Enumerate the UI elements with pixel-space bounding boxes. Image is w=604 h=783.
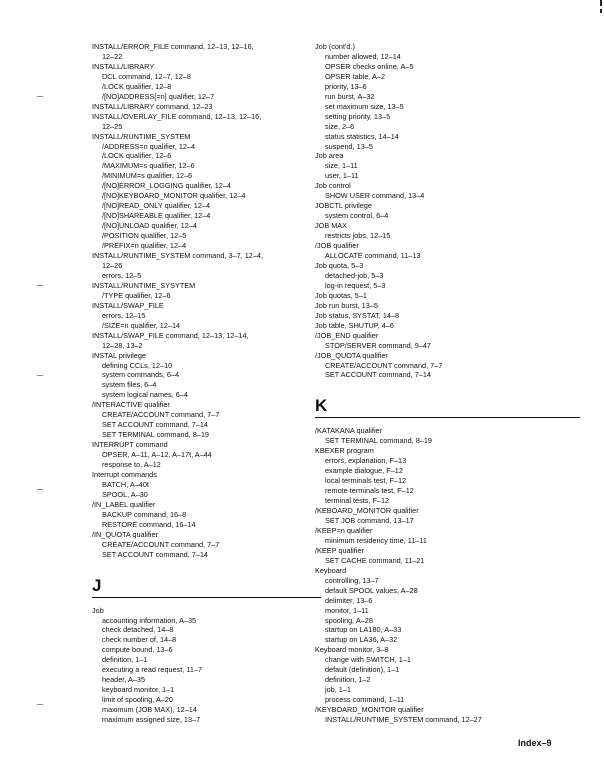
index-entry: /KEEP qualifier [315, 545, 364, 555]
index-entry: /KEBOARD_MONITOR qualifier [315, 506, 419, 516]
scan-mark [37, 489, 43, 490]
index-subentry: maximum (JOB MAX), 12–14 [102, 705, 197, 715]
index-subentry: /[NO]ADDRESS[=n] qualifier, 12–7 [102, 91, 215, 101]
index-entry: INSTALL/SWAP_FILE command, 12–13, 12–14, [92, 330, 249, 340]
index-entry: Interrupt commands [92, 469, 157, 479]
scan-mark [600, 0, 602, 6]
index-subentry: default SPOOL values, A–28 [325, 585, 418, 595]
index-entry: INSTALL/SWAP_FILE [92, 300, 164, 310]
index-subentry: CREATE/ACCOUNT command, 7–7 [102, 410, 220, 420]
index-subentry: CREATE/ACCOUNT command, 7–7 [102, 539, 220, 549]
index-subentry: /PREFIX=n qualifier, 12–4 [102, 241, 187, 251]
index-subentry: system control, 6–4 [325, 211, 389, 221]
index-subentry: defining CCLs, 12–10 [102, 360, 173, 370]
index-entry: INTERRUPT command [92, 440, 168, 450]
index-entry: /INTERACTIVE qualifier [92, 400, 170, 410]
index-subentry: local terminals test, F–12 [325, 476, 407, 486]
index-subentry: SET ACCOUNT command, 7–14 [102, 420, 208, 430]
index-subentry: system commands, 6–4 [102, 370, 180, 380]
index-subentry: check number of, 14–8 [102, 635, 177, 645]
index-subentry: ALLOCATE command, 11–13 [325, 251, 421, 261]
index-entry: KBEXER program [315, 446, 374, 456]
index-subentry: errors, 12–5 [102, 270, 142, 280]
section-header-k [315, 396, 580, 420]
index-subentry: /LOCK qualifier, 12–6 [102, 151, 172, 161]
index-subentry: terminal tests, F–12 [325, 496, 390, 506]
index-subentry: /[NO]ERROR_LOGGING qualifier, 12–4 [102, 181, 231, 191]
index-subentry: /MINIMUM=s qualifier, 12–6 [102, 171, 193, 181]
index-entry: Job [92, 605, 104, 615]
index-entries-k [315, 426, 580, 725]
index-subentry: /POSITION qualifier, 12–5 [102, 231, 187, 241]
index-subentry: 12–25 [102, 121, 123, 131]
index-subentry: keyboard monitor, 1–1 [102, 685, 175, 695]
index-subentry: setting priority, 13–5 [325, 111, 391, 121]
index-subentry: SHOW USER command, 13–4 [325, 191, 425, 201]
index-subentry: SET CACHE command, 11–21 [325, 555, 425, 565]
index-subentry: CREATE/ACCOUNT command, 7–7 [325, 360, 443, 370]
index-subentry: definition, 1–1 [102, 655, 148, 665]
scan-mark [37, 96, 43, 97]
index-subentry: OPSER, A–11, A–12, A–17t, A–44 [102, 450, 212, 460]
index-subentry: monitor, 1–11 [325, 605, 369, 615]
index-subentry: executing a read request, 11–7 [102, 665, 203, 675]
index-subentry: SET TERMINAL command, 8–19 [102, 430, 209, 440]
index-subentry: /[NO]UNLOAD qualifier, 12–4 [102, 221, 197, 231]
index-subentry: maximum assigned size, 13–7 [102, 715, 201, 725]
index-subentry: RESTORE command, 16–14 [102, 519, 196, 529]
index-entry: INSTAL privilege [92, 350, 146, 360]
index-subentry: delimiter, 13–6 [325, 595, 373, 605]
index-subentry: /ADDRESS=n qualifier, 12–4 [102, 141, 196, 151]
index-entry: Job run burst, 13–5 [315, 300, 378, 310]
index-entry: INSTALL/OVERLAY_FILE command, 12–13, 12–16, [92, 111, 262, 121]
index-subentry: change with SWITCH, 1–1 [325, 655, 411, 665]
index-entry: /JOB_END qualifier [315, 330, 379, 340]
index-entry: /IN_LABEL qualifier [92, 499, 156, 509]
index-column-left [92, 42, 307, 725]
index-entries-j [92, 606, 307, 725]
index-subentry: /[NO]READ_ONLY qualifier, 12–4 [102, 201, 211, 211]
index-subentry: response to, A–12 [102, 460, 161, 470]
index-entry: Job (cont'd.) [315, 42, 355, 51]
index-subentry: priority, 13–6 [325, 81, 367, 91]
scan-mark [37, 704, 43, 705]
index-subentry: suspend, 13–5 [325, 141, 373, 151]
section-letter-k: K [315, 396, 328, 416]
index-subentry: header, A–35 [102, 675, 146, 685]
index-subentry: SET JOB command, 13–17 [325, 515, 414, 525]
index-subentry: SPOOL, A–30 [102, 489, 148, 499]
index-entry: INSTALL/RUNTIME_SYSYTEM [92, 280, 196, 290]
index-column-right [315, 42, 580, 725]
index-entry: Job quota, 5–3 [315, 260, 364, 270]
index-entry: JOBCTL privilege [315, 201, 372, 211]
section-letter-j: J [92, 575, 102, 595]
index-subentry: 12–26 [102, 260, 123, 270]
index-subentry: default (definition), 1–1 [325, 665, 400, 675]
index-subentry: log-in request, 5–3 [325, 280, 386, 290]
index-entry: /JOB_QUOTA qualifier [315, 350, 388, 360]
index-subentry: job, 1–1 [325, 685, 351, 695]
index-subentry: startup on LA36, A–32 [325, 635, 398, 645]
index-subentry: check detached, 14–8 [102, 625, 174, 635]
index-subentry: BATCH, A–40t [102, 479, 149, 489]
index-subentry: BACKUP command, 16–8 [102, 509, 187, 519]
scan-mark [37, 285, 43, 286]
index-entry: INSTALL/LIBRARY command, 12–23 [92, 101, 213, 111]
index-subentry: SET TERMINAL command, 8–19 [325, 436, 432, 446]
index-entry: INSTALL/LIBRARY [92, 61, 155, 71]
index-subentry: detached-job, 5–3 [325, 270, 384, 280]
index-subentry: errors, explanation, F–13 [325, 456, 407, 466]
index-entry: Job table, SHUTUP, 4–6 [315, 320, 394, 330]
index-subentry: OPSER table, A–2 [325, 71, 386, 81]
index-subentry: minimum residency time, 11–11 [325, 535, 427, 545]
scan-mark [37, 375, 43, 376]
index-subentry: OPSER checks online, A–5 [325, 61, 414, 71]
index-subentry: limit of spooling, A–20 [102, 695, 173, 705]
index-entry: Keyboard [315, 565, 347, 575]
index-subentry: remote terminals test, F–12 [325, 486, 414, 496]
index-entry: Job area [315, 151, 344, 161]
index-subentry: size, 1–11 [325, 161, 358, 171]
index-subentry: INSTALL/RUNTIME_SYSTEM command, 12–27 [325, 715, 482, 725]
index-subentry: process command, 1–11 [325, 695, 405, 705]
index-subentry: run burst, A–32 [325, 91, 375, 101]
index-entry: INSTALL/ERROR_FILE command, 12–13, 12–16, [92, 42, 254, 51]
index-subentry: 12–28, 13–2 [102, 340, 143, 350]
index-entries-right [315, 42, 580, 380]
index-entry: /KATAKANA qualifier [315, 426, 383, 436]
index-entry: Job control [315, 181, 351, 191]
index-subentry: compute bound, 13–6 [102, 645, 173, 655]
index-subentry: /TYPE qualifier, 12–6 [102, 290, 171, 300]
index-entry: /KEEP=n qualifier [315, 525, 373, 535]
index-subentry: spooling, A–28 [325, 615, 373, 625]
index-entry: INSTALL/RUNTIME_SYSTEM command, 3–7, 12–4, [92, 251, 263, 261]
scan-mark [600, 9, 602, 13]
page-number: Index–9 [518, 738, 552, 748]
index-entry: Job quotas, 5–1 [315, 290, 367, 300]
index-subentry: size, 2–6 [325, 121, 355, 131]
index-subentry: set maximum size, 13–5 [325, 101, 404, 111]
index-entry: INSTALL/RUNTIME_SYSTEM [92, 131, 191, 141]
index-subentry: system logical names, 6–4 [102, 390, 188, 400]
index-subentry: DCL command, 12–7, 12–8 [102, 71, 191, 81]
index-subentry: user, 1–11 [325, 171, 359, 181]
index-entry: JOB MAX [315, 221, 348, 231]
index-subentry: number allowed, 12–14 [325, 51, 401, 61]
index-entry: /JOB qualifier [315, 241, 359, 251]
index-subentry: status statistics, 14–14 [325, 131, 399, 141]
index-subentry: /SIZE=n qualifier, 12–14 [102, 320, 181, 330]
index-subentry: /LOCK qualifier, 12–8 [102, 81, 172, 91]
index-subentry: startup on LA180, A–33 [325, 625, 402, 635]
index-entry: /IN_QUOTA qualifier [92, 529, 158, 539]
index-subentry: /[NO]KEYBOARD_MONITOR qualifier, 12–4 [102, 191, 246, 201]
index-subentry: SET ACCOUNT command, 7–14 [325, 370, 431, 380]
index-entries-left [92, 42, 307, 560]
section-rule [92, 597, 321, 598]
index-subentry: controlling, 13–7 [325, 575, 379, 585]
index-subentry: accounting information, A–35 [102, 615, 197, 625]
index-subentry: SET ACCOUNT command, 7–14 [102, 549, 208, 559]
index-subentry: system files, 6–4 [102, 380, 157, 390]
index-subentry: restricts jobs, 12–15 [325, 231, 391, 241]
index-entry: /KEYBOARD_MONITOR qualifier [315, 705, 424, 715]
index-subentry: /[NO]SHAREABLE qualifier, 12–4 [102, 211, 211, 221]
section-header-j [92, 576, 307, 600]
index-subentry: definition, 1–2 [325, 675, 371, 685]
index-subentry: 12–22 [102, 51, 123, 61]
index-subentry: example dialogue, F–12 [325, 466, 403, 476]
index-subentry: STOP/SERVER command, 9–47 [325, 340, 431, 350]
index-subentry: errors, 12–15 [102, 310, 146, 320]
section-rule [315, 417, 580, 418]
index-entry: Job status, SYSTAT, 14–8 [315, 310, 400, 320]
index-entry: Keyboard monitor, 3–8 [315, 645, 389, 655]
index-subentry: /MAXIMUM=s qualifier, 12–6 [102, 161, 195, 171]
